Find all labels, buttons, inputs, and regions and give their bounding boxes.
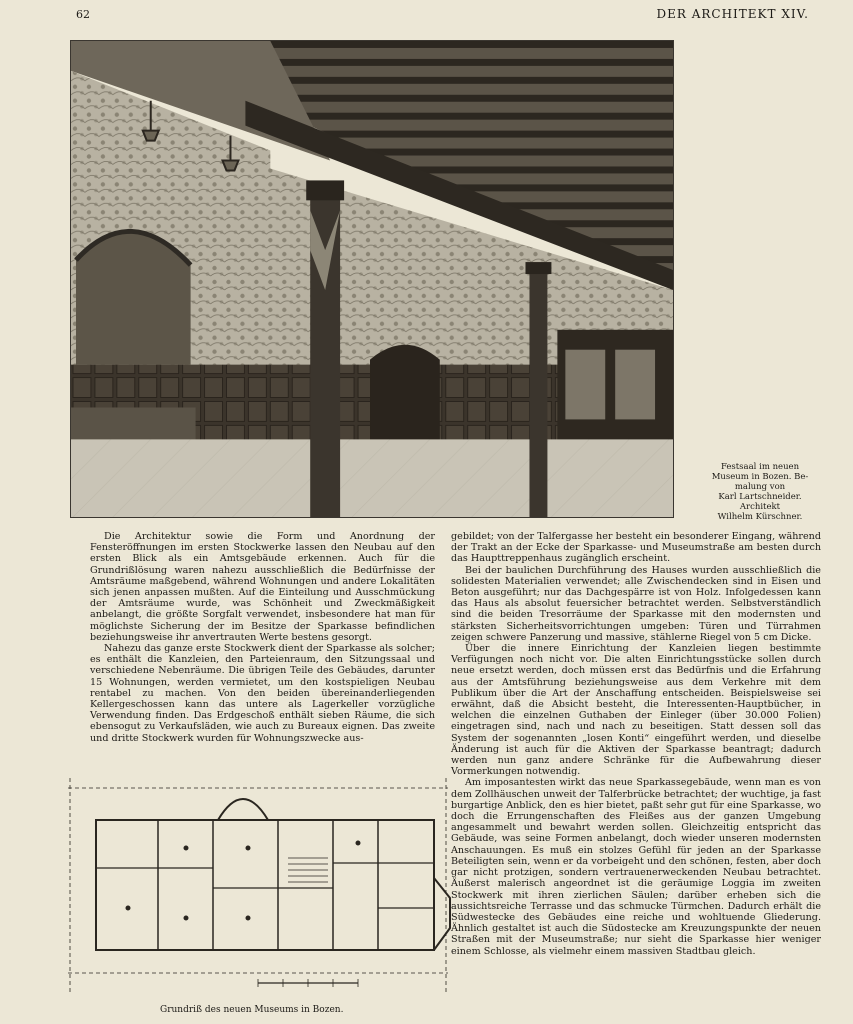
page-number: 62	[76, 8, 90, 21]
caption-line: Festsaal im neuen	[720, 462, 800, 472]
plan-caption: Grundriß des neuen Museums in Bozen.	[160, 1005, 344, 1015]
body-column-left	[90, 531, 435, 744]
paragraph: Bei der baulichen Durchführung des Hauses wurden ausschließlich die solidesten Materialien verwendet; alle Zwischendecken sind in Eisen und Beton ausgeführt; nur das Dachgespärre ist von Holz. Infolgedessen kann das Haus als absolut feuersicher betrachtet werden. Selbstverständlich sind die beiden Tresorräume der Sparkasse mit den modernsten und stärksten Sicherheitsvorrichtungen umgeben: Türen und Türrahmen zeigen schwere Panzerung und massive, stählerne Riegel von 5 cm Dicke.	[451, 564, 821, 643]
photo-caption	[700, 462, 820, 522]
caption-line: Wilhelm Kürschner.	[717, 512, 803, 522]
caption-line: Museum in Bozen. Be-	[711, 472, 809, 482]
festsaal-photograph	[70, 40, 674, 518]
caption-line: Karl Lartschneider.	[718, 492, 802, 502]
paragraph: Über die innere Einrichtung der Kanzleien liegen bestimmte Verfügungen noch nicht vor. Die alten Einrichtungsstücke sollen durch neue ersetzt werden, doch müssen erst das Bedürfnis und die Erfahrung aus der Amtsführung beziehungsweise aus dem Verkehre mit dem Publikum über die Art der Anschaffung entscheiden. Beispielsweise sei erwähnt, daß die Absicht besteht, die Interessenten-Hauptbücher, in welchen die einzelnen Guthaben der Einleger (über 30.000 Folien) eingetragen sind, nach und nach zu beseitigen. Statt dessen soll das System der sogenannten „losen Konti“ eingeführt werden, und dieselbe Änderung ist auch für die Aktiven der Sparkasse beantragt; dadurch werden nun ganz andere Schränke für die Aufbewahrung dieser Vormerkungen notwendig.	[451, 643, 821, 778]
caption-line: malung von	[734, 482, 786, 492]
paragraph: Nahezu das ganze erste Stockwerk dient der Sparkasse als solcher; es enthält die Kanzleien, den Parteienraum, den Sitzungssaal und verschiedene Nebenräume. Die übrigen Teile des Gebäudes, darunter 15 Wohnungen, werden vermietet, um den kostspieligen Neubau rentabel zu machen. Von den beiden übereinanderliegenden Kellergeschossen kann das untere als Lagerkeller vorzügliche Verwendung finden. Das Erdgeschoß enthält sieben Räume, die sich ebensogut zu Verkaufsläden, wie auch zu Bureaux eignen. Das zweite und dritte Stockwerk wurden für Wohnungszwecke aus-	[90, 643, 435, 744]
paragraph: gebildet; von der Talfergasse her besteht ein besonderer Eingang, während der Trakt an der Ecke der Sparkasse- und Museumstraße am besten durch das Haupttreppenhaus zugänglich erscheint.	[451, 531, 821, 565]
running-title: DER ARCHITEKT XIV.	[656, 7, 809, 21]
paragraph: Am imposantesten wirkt das neue Sparkassegebäude, wenn man es von dem Zollhäuschen unweit der Talferbrücke betrachtet; der wuchtige, ja fast burgartige Anblick, den es hier bietet, paßt sehr gut für eine Sparkasse, wo doch die Errungenschaften des Fleißes aus der ganzen Umgebung angesammelt und bewahrt werden sollen. Gleichzeitig entspricht das Gebäude, was seine Formen anbelangt, doch wieder unseren modernsten Anschauungen. Es muß ein stolzes Gefühl für jeden an der Sparkasse Beteiligten sein, wenn er da vorbeigeht und den schönen, festen, aber doch gar nicht protzigen, sondern vertrauenerweckenden Neubau betrachtet. Äußerst malerisch angeordnet ist die geräumige Loggia im zweiten Stockwerk mit ihren zierlichen Säulen; darüber erheben sich die aussichtsreiche Terrasse und das schmucke Türmchen. Dadurch erhält die Südwestecke des Gebäudes eine reiche und wohltuende Gliederung. Ähnlich gestaltet ist auch die Südostecke am Kreuzungspunkte der neuen Straßen mit der Museumstraße; nur sieht die Sparkasse hier weniger einem Schlosse, als vielmehr einem massiven Stadtbau gleich.	[451, 777, 821, 957]
body-column-right	[451, 531, 821, 957]
caption-line: Architekt	[739, 502, 781, 512]
floor-plan-drawing	[58, 768, 458, 1000]
paragraph: Die Architektur sowie die Form und Anordnung der Fensteröffnungen im ersten Stockwerke lassen den Neubau auf den ersten Blick als ein Amtsgebäude erkennen. Auch für die Grundrißlösung waren nahezu ausschließlich die Bedürfnisse der Amtsräume maßgebend, während Wohnungen und andere Lokalitäten sich jenen anpassen mußten. Auf die Einteilung und Ausschmückung der Amtsräume wurde, was Schönheit und Zweckmäßigkeit anbelangt, die größte Sorgfalt verwendet, insbesondere hat man für möglichste Sicherung der im Besitze der Sparkasse befindlichen beziehungsweise ihr anvertrauten Werte bestens gesorgt.	[90, 531, 435, 643]
